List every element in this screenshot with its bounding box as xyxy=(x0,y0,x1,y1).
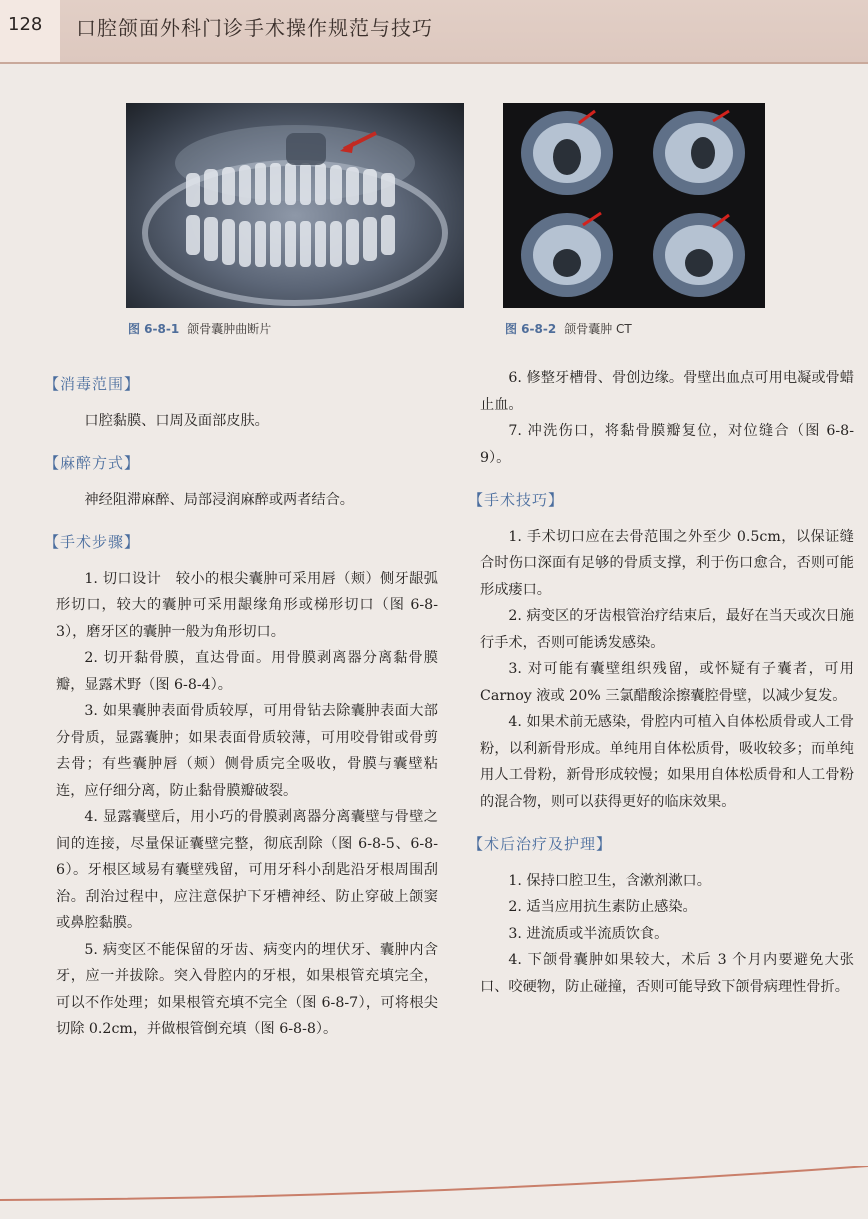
procedure-step: 4. 显露囊壁后，用小巧的骨膜剥离器分离囊壁与骨壁之间的连接，尽量保证囊壁完整，彻底刮除（图 6-8-5、6-8-6）。牙根区域易有囊壁残留，可用牙科小刮匙沿牙根周围刮治。刮治过程中，应注意保护下牙槽神经、防止穿破上颌窦或鼻腔黏膜。 xyxy=(56,809,438,931)
ct-scan-image xyxy=(503,103,765,308)
section-title-techniques: 【手术技巧】 xyxy=(468,491,565,509)
figure-1-label: 图 6-8-1 xyxy=(128,322,180,336)
procedure-step: 5. 病变区不能保留的牙齿、病变内的埋伏牙、囊肿内含牙，应一并拔除。突入骨腔内的牙根，如果根管充填完全，可以不作处理；如果根管充填不完全（图 6-8-7），可将根尖切除 0.2cm，并做根管倒充填（图 6-8-8）。 xyxy=(56,941,438,1037)
figure-2-caption xyxy=(505,320,632,337)
figure-2-caption-text: 颌骨囊肿 CT xyxy=(564,322,632,336)
technique-item: 1. 手术切口应在去骨范围之外至少 0.5cm，以保证缝合时伤口深面有足够的骨质支撑，利于伤口愈合，否则可能形成瘘口。 xyxy=(480,528,854,598)
right-column xyxy=(468,365,854,1000)
figure-2-label: 图 6-8-2 xyxy=(505,322,557,336)
technique-item: 4. 如果术前无感染，骨腔内可植入自体松质骨或人工骨粉，以利新骨形成。单纯用自体松质骨，吸收较多；而单纯用人工骨粉，新骨形成较慢；如果用自体松质骨和人工骨粉的混合物，则可以获得更好的临床效果。 xyxy=(480,714,854,810)
panoramic-xray-drawing xyxy=(126,103,464,308)
care-item: 3. 进流质或半流质饮食。 xyxy=(508,925,669,942)
procedure-step: 6. 修整牙槽骨、骨创边缘。骨壁出血点可用电凝或骨蜡止血。 xyxy=(480,370,854,413)
procedure-step: 2. 切开黏骨膜，直达骨面。用骨膜剥离器分离黏骨膜瓣，显露术野（图 6-8-4）。 xyxy=(56,650,438,693)
section-title-disinfection: 【消毒范围】 xyxy=(44,375,141,393)
page-number: 128 xyxy=(8,14,43,35)
book-title: 口腔颌面外科门诊手术操作规范与技巧 xyxy=(76,16,433,40)
care-item: 2. 适当应用抗生素防止感染。 xyxy=(508,899,697,915)
page-number-box xyxy=(0,0,60,62)
figure-1-caption xyxy=(128,320,271,337)
care-item: 4. 下颌骨囊肿如果较大，术后 3 个月内要避免大张口、咬硬物，防止碰撞，否则可能导致下颌骨病理性骨折。 xyxy=(480,952,854,995)
footer-decorative-line xyxy=(0,1166,868,1206)
anesthesia-text: 神经阻滞麻醉、局部浸润麻醉或两者结合。 xyxy=(84,491,354,508)
technique-item: 3. 对可能有囊壁组织残留，或怀疑有子囊者，可用 Carnoy 液或 20% 三氯醋酸涂擦囊腔骨壁，以减少复发。 xyxy=(480,661,854,704)
page-header xyxy=(0,0,868,64)
procedure-step: 3. 如果囊肿表面骨质较厚，可用骨钻去除囊肿表面大部分骨质，显露囊肿；如果表面骨质较薄，可用咬骨钳或骨剪去骨；有些囊肿唇（颊）侧骨质完全吸收，骨膜与囊壁粘连，应仔细分离，防止黏骨膜瓣破裂。 xyxy=(56,703,438,799)
figure-1-caption-text: 颌骨囊肿曲断片 xyxy=(187,322,272,336)
panoramic-xray-image xyxy=(126,103,464,308)
section-title-anesthesia: 【麻醉方式】 xyxy=(44,454,141,472)
technique-item: 2. 病变区的牙齿根管治疗结束后，最好在当天或次日施行手术，否则可能诱发感染。 xyxy=(480,608,854,651)
care-item: 1. 保持口腔卫生，含漱剂漱口。 xyxy=(508,872,711,889)
procedure-step: 7. 冲洗伤口，将黏骨膜瓣复位，对位缝合（图 6-8-9）。 xyxy=(480,423,854,466)
procedure-step: 1. 切口设计 较小的根尖囊肿可采用唇（颊）侧牙龈弧形切口，较大的囊肿可采用龈缘角形或梯形切口（图 6-8-3），磨牙区的囊肿一般为角形切口。 xyxy=(56,570,438,640)
section-title-procedure: 【手术步骤】 xyxy=(44,533,141,551)
ct-scan-drawing xyxy=(503,103,765,308)
disinfection-text: 口腔黏膜、口周及面部皮肤。 xyxy=(84,412,269,429)
left-column xyxy=(44,365,438,1043)
section-title-postop-care: 【术后治疗及护理】 xyxy=(468,835,613,853)
